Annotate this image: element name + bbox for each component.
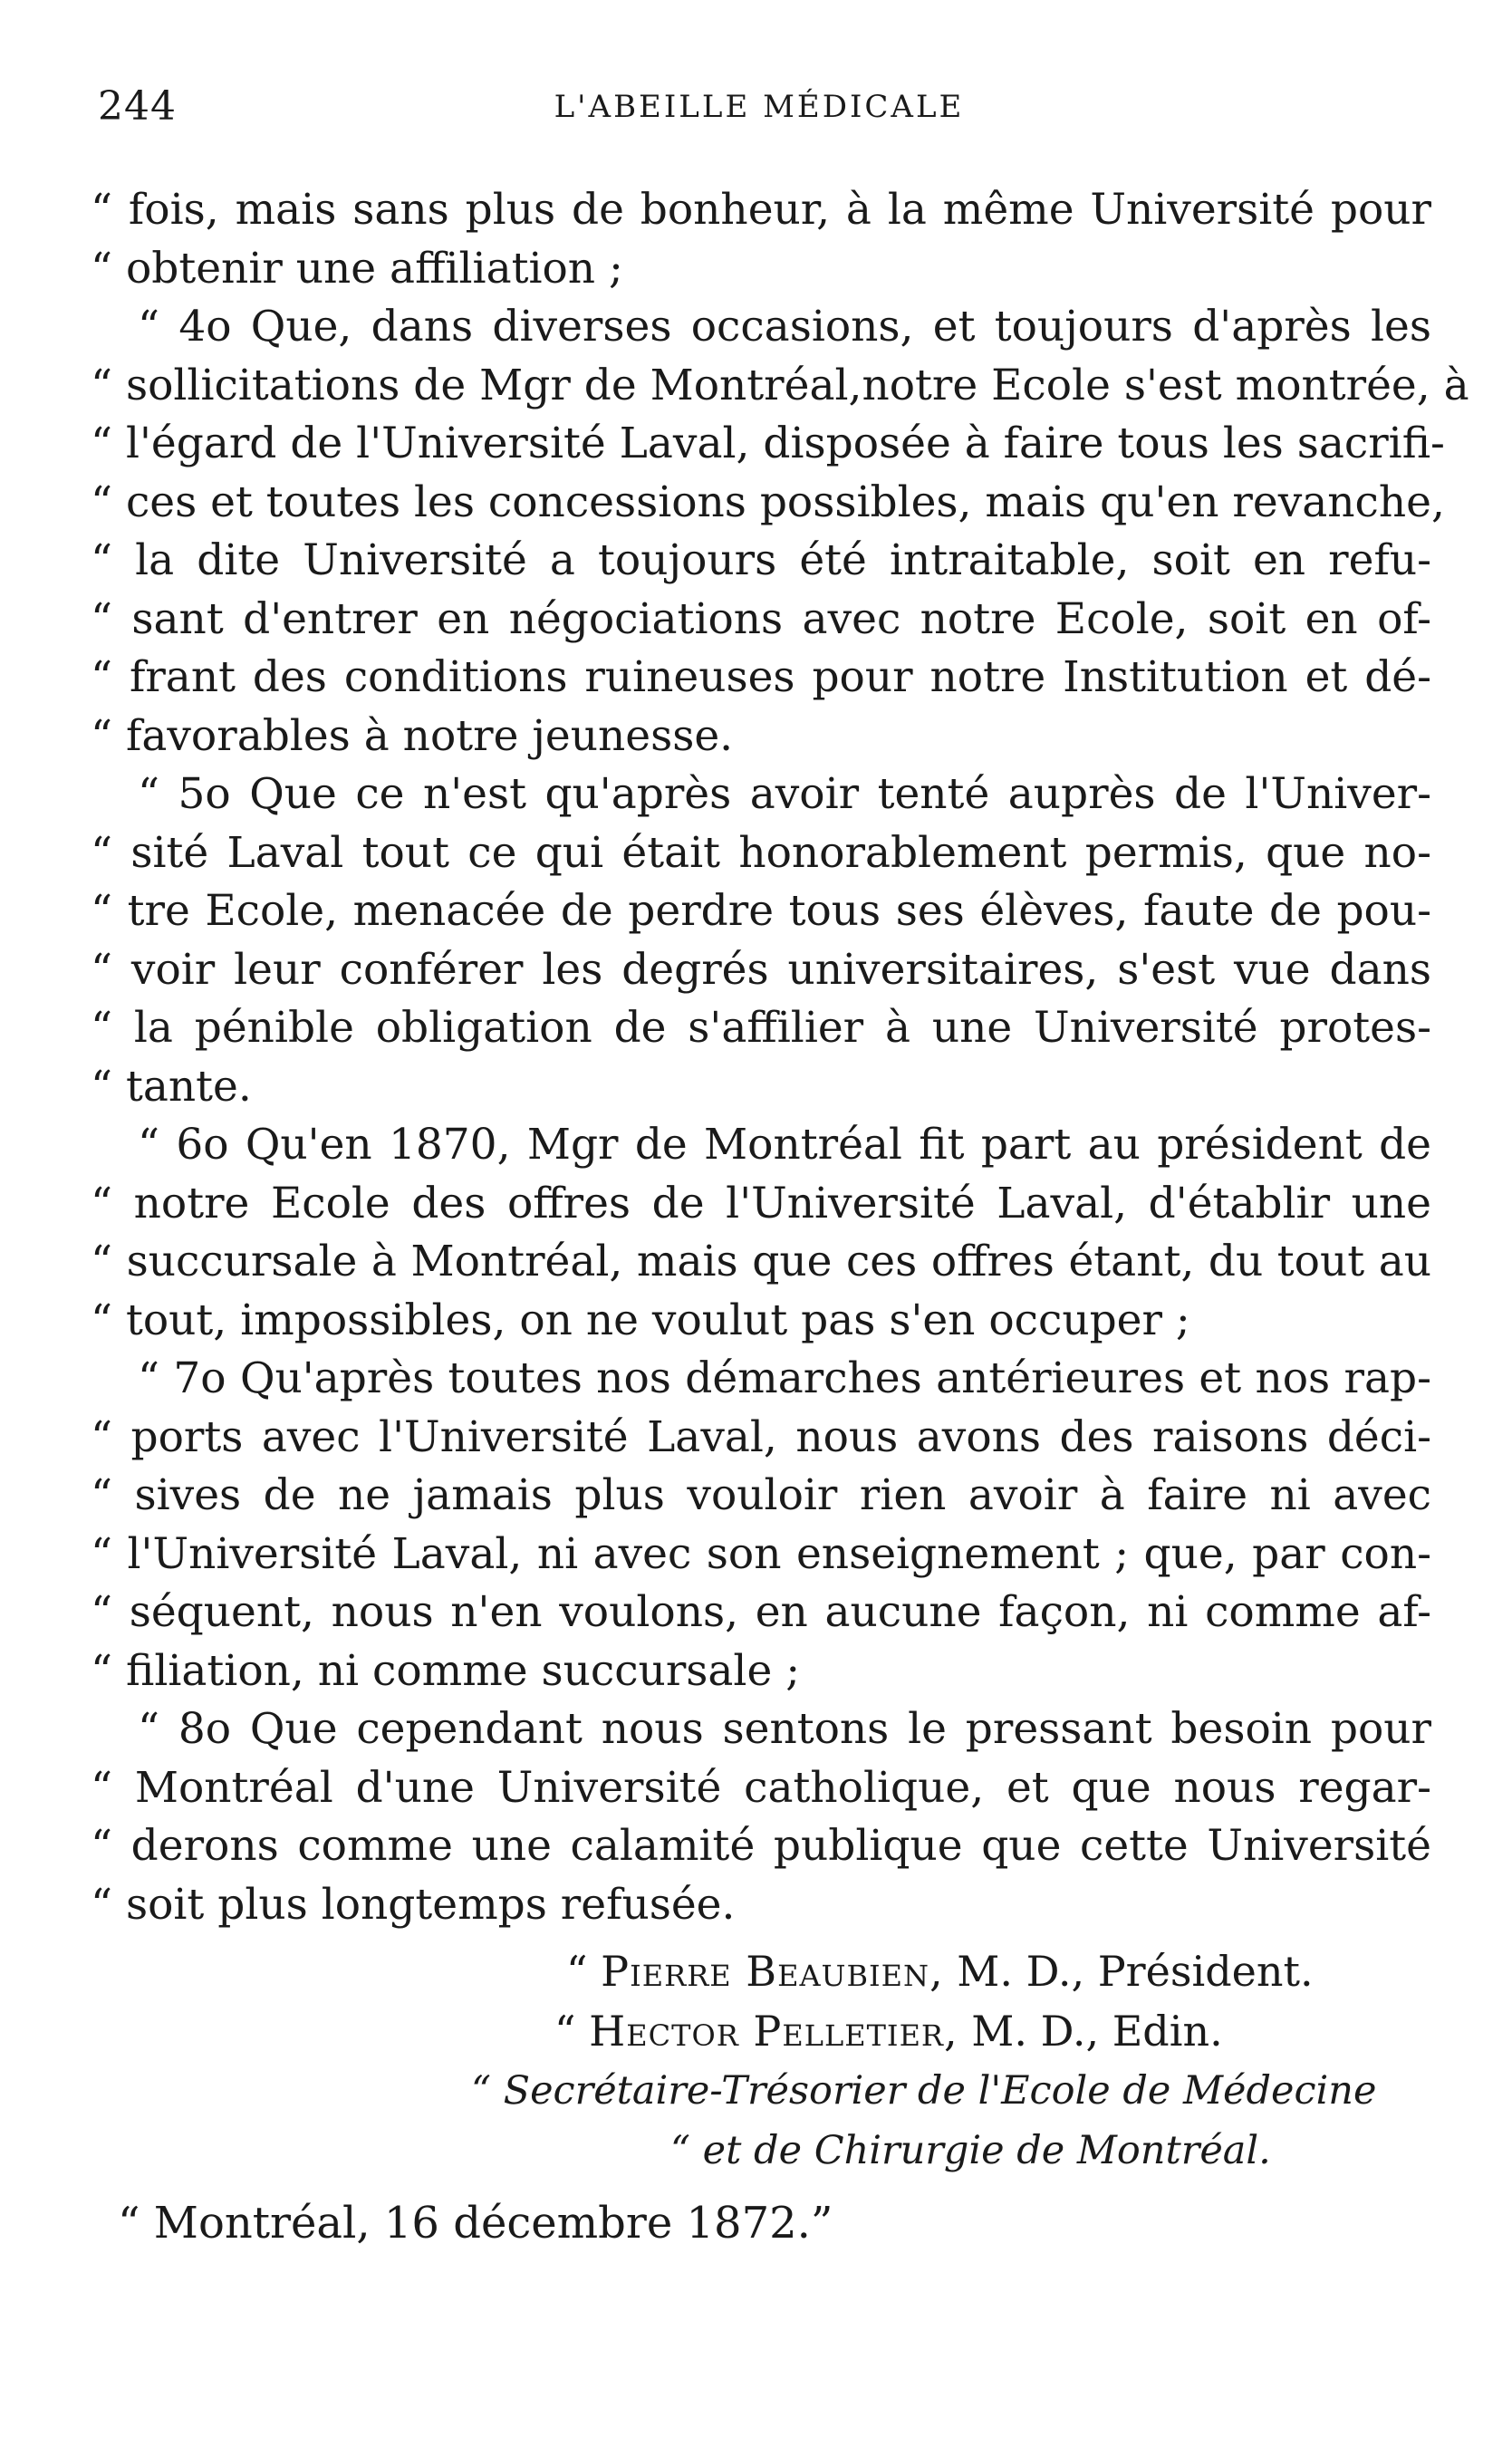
- text-line: “ filiation, ni comme succursale ;: [91, 1645, 801, 1696]
- text-line: “ 6o Qu'en 1870, Mgr de Montréal fit part au président de: [138, 1120, 1431, 1170]
- paragraph-item-4: [91, 298, 1469, 766]
- quote-mark: “: [566, 1947, 588, 1996]
- page-body: [91, 181, 1469, 2253]
- signatory-role: “ Secrétaire-Trésorier de l'Ecole de Médecine: [471, 2068, 1377, 2114]
- text-line: “ derons comme une calamité publique que cette Université: [91, 1821, 1431, 1871]
- paragraph-item-5: [91, 766, 1431, 1116]
- signature-president: [91, 1941, 1431, 2001]
- paragraph-item-6: [91, 1116, 1431, 1350]
- signatory-title: M. D., Président.: [943, 1947, 1314, 1996]
- dateline: “ Montréal, 16 décembre 1872.”: [118, 2198, 833, 2249]
- signatory-name: Pierre Beaubien,: [601, 1947, 944, 1996]
- text-line: “ 7o Qu'après toutes nos démarches antérieures et nos rap-: [138, 1353, 1431, 1403]
- text-line: “ l'égard de l'Université Laval, disposée à faire tous les sacrifi-: [91, 419, 1445, 468]
- text-line: “ notre Ecole des offres de l'Université Laval, d'établir une: [91, 1178, 1431, 1228]
- text-line: “ l'Université Laval, ni avec son enseignement ; que, par con-: [91, 1528, 1431, 1579]
- text-line: “ fois, mais sans plus de bonheur, à la même Université pour: [91, 185, 1431, 235]
- text-line: “ la pénible obligation de s'affilier à une Université protes-: [91, 1003, 1431, 1053]
- signature-secretary: [91, 2001, 1431, 2061]
- signature-block: [91, 1941, 1431, 2181]
- text-line: “ voir leur conférer les degrés universitaires, s'est vue dans: [91, 944, 1431, 995]
- text-line: “ frant des conditions ruineuses pour notre Institution et dé-: [91, 652, 1431, 702]
- text-line: “ ces et toutes les concessions possibles, mais qu'en revanche,: [91, 477, 1445, 527]
- text-line: “ séquent, nous n'en voulons, en aucune façon, ni comme af-: [91, 1587, 1431, 1637]
- text-line: “ sollicitations de Mgr de Montréal,notre Ecole s'est montrée, à: [91, 360, 1469, 410]
- signatory-title: M. D., Edin.: [958, 2007, 1223, 2056]
- text-line: “ sives de ne jamais plus vouloir rien avoir à faire ni avec: [91, 1470, 1431, 1520]
- text-line: “ 8o Que cependant nous sentons le pressant besoin pour: [138, 1704, 1431, 1754]
- text-line: “ favorables à notre jeunesse.: [91, 710, 734, 761]
- text-line: “ 5o Que ce n'est qu'après avoir tenté auprès de l'Univer-: [138, 769, 1431, 819]
- text-line: “ obtenir une affiliation ;: [91, 243, 623, 294]
- text-line: “ soit plus longtemps refusée.: [91, 1879, 736, 1930]
- signatory-name: Hector Pelletier,: [589, 2007, 958, 2056]
- text-line: “ ports avec l'Université Laval, nous avons des raisons déci-: [91, 1411, 1431, 1462]
- paragraph-continued: [91, 181, 1431, 298]
- text-line: “ tout, impossibles, on ne voulut pas s'en occuper ;: [91, 1295, 1190, 1345]
- text-line: “ succursale à Montréal, mais que ces offres étant, du tout au: [91, 1237, 1431, 1286]
- text-line: “ sité Laval tout ce qui était honorablement permis, que no-: [91, 827, 1431, 878]
- quote-mark: “: [554, 2007, 576, 2056]
- page-header: [98, 83, 1421, 138]
- text-line: “ Montréal d'une Université catholique, et que nous regar-: [91, 1762, 1431, 1813]
- text-line: “ 4o Que, dans diverses occasions, et toujours d'après les: [138, 302, 1431, 351]
- paragraph-item-8: [91, 1700, 1431, 1934]
- text-line: “ tante.: [91, 1061, 252, 1112]
- page-number: 244: [98, 83, 177, 130]
- text-line: “ sant d'entrer en négociations avec notre Ecole, soit en of-: [91, 593, 1431, 644]
- text-line: “ la dite Université a toujours été intraitable, soit en refu-: [91, 535, 1431, 585]
- text-line: “ tre Ecole, menacée de perdre tous ses élèves, faute de pou-: [91, 886, 1431, 936]
- signatory-role-continued: “ et de Chirurgie de Montréal.: [670, 2128, 1271, 2173]
- paragraph-item-7: [91, 1350, 1431, 1700]
- running-title: L'ABEILLE MÉDICALE: [554, 89, 965, 125]
